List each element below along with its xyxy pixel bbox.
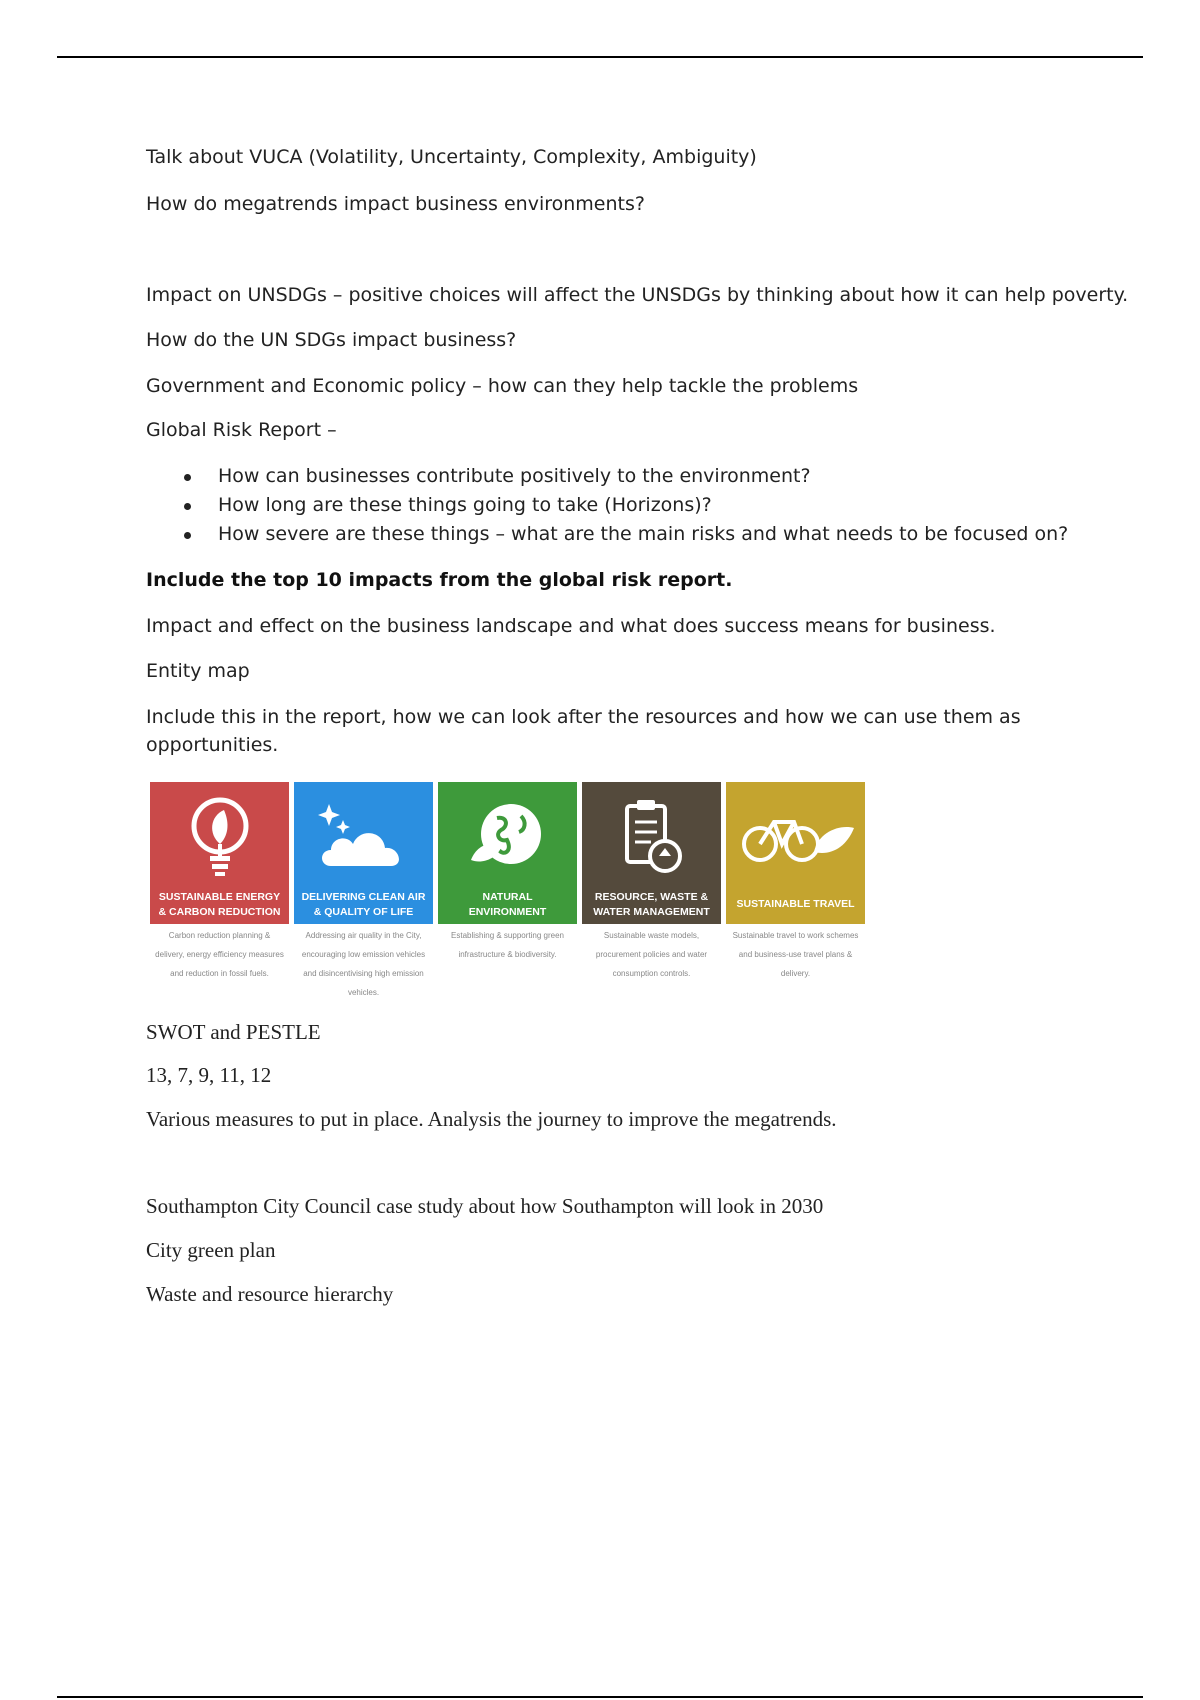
clipboard-recycle-icon bbox=[582, 794, 721, 884]
header-rule bbox=[57, 56, 1143, 58]
theme-tile bbox=[294, 782, 433, 1002]
paragraph-entity-map: Entity map bbox=[146, 660, 250, 682]
tile-description: Sustainable travel to work schemes and business-use travel plans & delivery. bbox=[732, 931, 859, 978]
paragraph-unsdgs-impact: Impact on UNSDGs – positive choices will affect the UNSDGs by thinking about how it can help poverty. bbox=[146, 284, 1129, 306]
bullet-icon bbox=[184, 532, 191, 539]
paragraph-top10: Include the top 10 impacts from the global risk report. bbox=[146, 569, 733, 591]
globe-leaf-icon bbox=[438, 794, 577, 884]
paragraph-gov-policy: Government and Economic policy – how can they help tackle the problems bbox=[146, 375, 859, 397]
tile-label: RESOURCE, WASTE & WATER MANAGEMENT bbox=[593, 891, 710, 918]
tile-description: Addressing air quality in the City, encouraging low emission vehicles and disincentivising high emission vehicles. bbox=[301, 931, 426, 997]
paragraph-landscape: Impact and effect on the business landscape and what does success means for business. bbox=[146, 615, 996, 637]
tile-label: DELIVERING CLEAN AIR & QUALITY OF LIFE bbox=[301, 891, 426, 918]
theme-tile bbox=[726, 782, 865, 1002]
bullet-icon bbox=[184, 503, 191, 510]
tile-label: SUSTAINABLE ENERGY & CARBON REDUCTION bbox=[158, 891, 281, 918]
sustainability-themes-image bbox=[150, 782, 865, 1002]
tile-panel bbox=[726, 782, 865, 924]
theme-tile bbox=[582, 782, 721, 1002]
paragraph-megatrends: How do megatrends impact business environments? bbox=[146, 193, 645, 215]
tile-description: Establishing & supporting green infrastructure & biodiversity. bbox=[451, 931, 564, 959]
tile-description: Sustainable waste models, procurement policies and water consumption controls. bbox=[595, 931, 708, 978]
tile-panel bbox=[582, 782, 721, 924]
list-item: How can businesses contribute positively to the environment? bbox=[146, 462, 1068, 491]
paragraph-swot: SWOT and PESTLE bbox=[146, 1020, 321, 1044]
paragraph-resources: Include this in the report, how we can look after the resources and how we can use them as opportunities. bbox=[146, 706, 1021, 756]
theme-tile bbox=[150, 782, 289, 1002]
list-item: How long are these things going to take (Horizons)? bbox=[146, 491, 1068, 520]
paragraph-global-risk: Global Risk Report – bbox=[146, 419, 337, 441]
tile-label: NATURAL ENVIRONMENT bbox=[468, 891, 547, 918]
paragraph-southampton: Southampton City Council case study about how Southampton will look in 2030 bbox=[146, 1194, 824, 1218]
list-item: How severe are these things – what are the main risks and what needs to be focused on? bbox=[146, 520, 1068, 549]
tile-label: SUSTAINABLE TRAVEL bbox=[736, 898, 855, 910]
paragraph-numbers: 13, 7, 9, 11, 12 bbox=[146, 1063, 272, 1087]
tile-panel bbox=[294, 782, 433, 924]
theme-tile bbox=[438, 782, 577, 1002]
tile-panel bbox=[438, 782, 577, 924]
bullet-list bbox=[146, 462, 1068, 549]
bicycle-leaf-icon bbox=[726, 794, 865, 884]
paragraph-vuca: Talk about VUCA (Volatility, Uncertainty, Complexity, Ambiguity) bbox=[146, 146, 757, 168]
tile-description: Carbon reduction planning & delivery, energy efficiency measures and reduction in fossil fuels. bbox=[155, 931, 284, 978]
cloud-sparkle-icon bbox=[294, 794, 433, 884]
paragraph-measures: Various measures to put in place. Analysis the journey to improve the megatrends. bbox=[146, 1107, 837, 1131]
paragraph-green-plan: City green plan bbox=[146, 1238, 276, 1262]
paragraph-waste-hierarchy: Waste and resource hierarchy bbox=[146, 1282, 394, 1306]
paragraph-un-sdgs-business: How do the UN SDGs impact business? bbox=[146, 329, 517, 351]
footer-rule bbox=[57, 1696, 1143, 1698]
lightbulb-leaf-icon bbox=[150, 794, 289, 884]
tile-panel bbox=[150, 782, 289, 924]
bullet-icon bbox=[184, 474, 191, 481]
